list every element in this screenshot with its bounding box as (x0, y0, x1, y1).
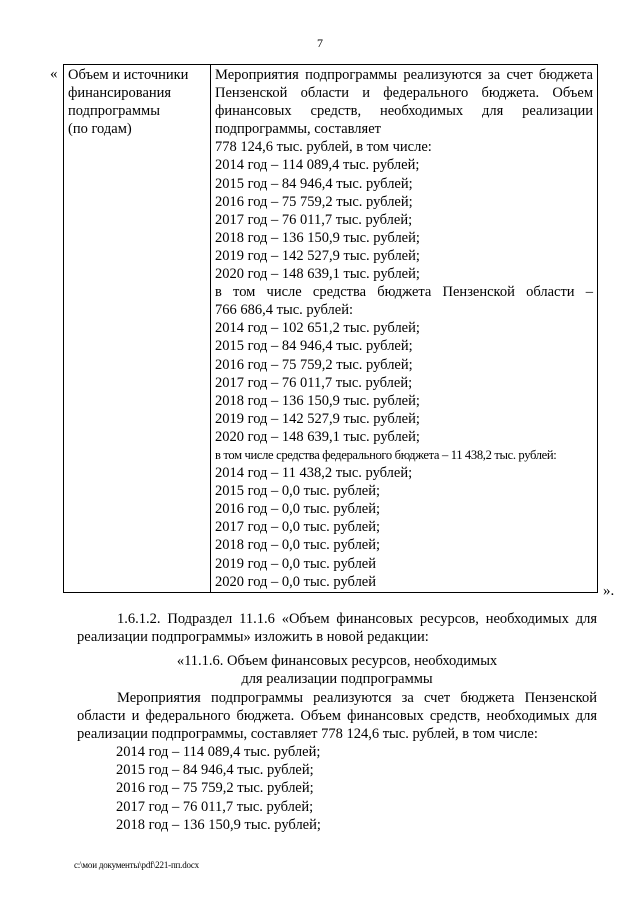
closing-quote: ». (603, 583, 615, 599)
section-title (77, 652, 597, 688)
section-title-line: «11.1.6. Объем финансовых ресурсов, необходимых (176, 653, 498, 669)
year-line-all: 2016 год – 75 759,2 тыс. рублей; (215, 193, 413, 210)
funding-year-line: 2018 год – 136 150,9 тыс. рублей; (116, 816, 321, 833)
year-line-regional: 2016 год – 75 759,2 тыс. рублей; (215, 356, 413, 373)
label-line: (по годам) (68, 121, 132, 138)
year-line-regional: 2017 год – 76 011,7 тыс. рублей; (215, 374, 413, 391)
year-line-regional: 2015 год – 84 946,4 тыс. рублей; (215, 338, 413, 355)
passport-table (63, 64, 598, 593)
total-line: 778 124,6 тыс. рублей, в том числе: (215, 139, 432, 156)
year-line-all: 2019 год – 142 527,9 тыс. рублей; (215, 247, 420, 264)
page-number: 7 (317, 36, 323, 50)
passport-row (64, 65, 598, 593)
funding-year-line: 2017 год – 76 011,7 тыс. рублей; (116, 798, 314, 815)
year-line-federal: 2019 год – 0,0 тыс. рублей (215, 555, 377, 572)
year-line-all: 2017 год – 76 011,7 тыс. рублей; (215, 211, 413, 228)
year-line-all: 2014 год – 114 089,4 тыс. рублей; (215, 157, 420, 174)
body-paragraph: Мероприятия подпрограммы реализуются за счет бюджета Пензенской области и федерального бюджета. Объем финансовых средств, необходимых для реализации подпрограммы, составляет 778 124,6 тыс. рублей, в том числе: (77, 690, 597, 742)
funding-year-line: 2016 год – 75 759,2 тыс. рублей; (116, 780, 314, 797)
intro-line: подпрограммы, составляет (215, 121, 381, 138)
intro-line: финансовых средств, необходимых для реализации (215, 103, 593, 120)
year-line-regional: 2018 год – 136 150,9 тыс. рублей; (215, 392, 420, 409)
passport-value-cell (211, 65, 598, 593)
year-line-all: 2018 год – 136 150,9 тыс. рублей; (215, 229, 420, 246)
funding-year-line: 2015 год – 84 946,4 тыс. рублей; (116, 762, 314, 779)
year-line-regional: 2014 год – 102 651,2 тыс. рублей; (215, 320, 420, 337)
year-line-federal: 2020 год – 0,0 тыс. рублей (215, 573, 377, 590)
section-title-line: для реализации подпрограммы (241, 671, 433, 687)
intro-line: Пензенской области и федерального бюджета. Объем (215, 85, 593, 102)
label-line: подпрограммы (68, 103, 160, 120)
year-line-regional: 2019 год – 142 527,9 тыс. рублей; (215, 410, 420, 427)
intro-line: Мероприятия подпрограммы реализуются за счет бюджета (215, 67, 593, 83)
label-line: Объем и источники (68, 67, 189, 83)
label-line: финансирования (68, 85, 172, 102)
year-line-federal: 2015 год – 0,0 тыс. рублей; (215, 483, 381, 500)
amendment-clause: 1.6.1.2. Подраздел 11.1.6 «Объем финансовых ресурсов, необходимых для реализации подпрограммы» изложить в новой редакции: (77, 611, 597, 645)
regional-total: 766 686,4 тыс. рублей: (215, 302, 353, 319)
regional-heading: в том числе средства бюджета Пензенской области – (215, 284, 593, 301)
federal-heading: в том числе средства федерального бюджета – 11 438,2 тыс. рублей: (215, 447, 557, 462)
year-line-federal: 2018 год – 0,0 тыс. рублей; (215, 537, 381, 554)
year-line-federal: 2017 год – 0,0 тыс. рублей; (215, 519, 381, 536)
year-line-federal: 2014 год – 11 438,2 тыс. рублей; (215, 465, 413, 482)
funding-year-line: 2014 год – 114 089,4 тыс. рублей; (116, 744, 321, 760)
year-line-regional: 2020 год – 148 639,1 тыс. рублей; (215, 428, 420, 445)
year-line-all: 2015 год – 84 946,4 тыс. рублей; (215, 175, 413, 192)
passport-label-cell (64, 65, 211, 593)
footer-file-path: c:\мои документы\pdf\221-пп.docx (74, 860, 199, 870)
year-line-federal: 2016 год – 0,0 тыс. рублей; (215, 501, 381, 518)
year-line-all: 2020 год – 148 639,1 тыс. рублей; (215, 266, 420, 283)
opening-quote: « (50, 66, 58, 82)
funding-year-list (116, 743, 321, 834)
